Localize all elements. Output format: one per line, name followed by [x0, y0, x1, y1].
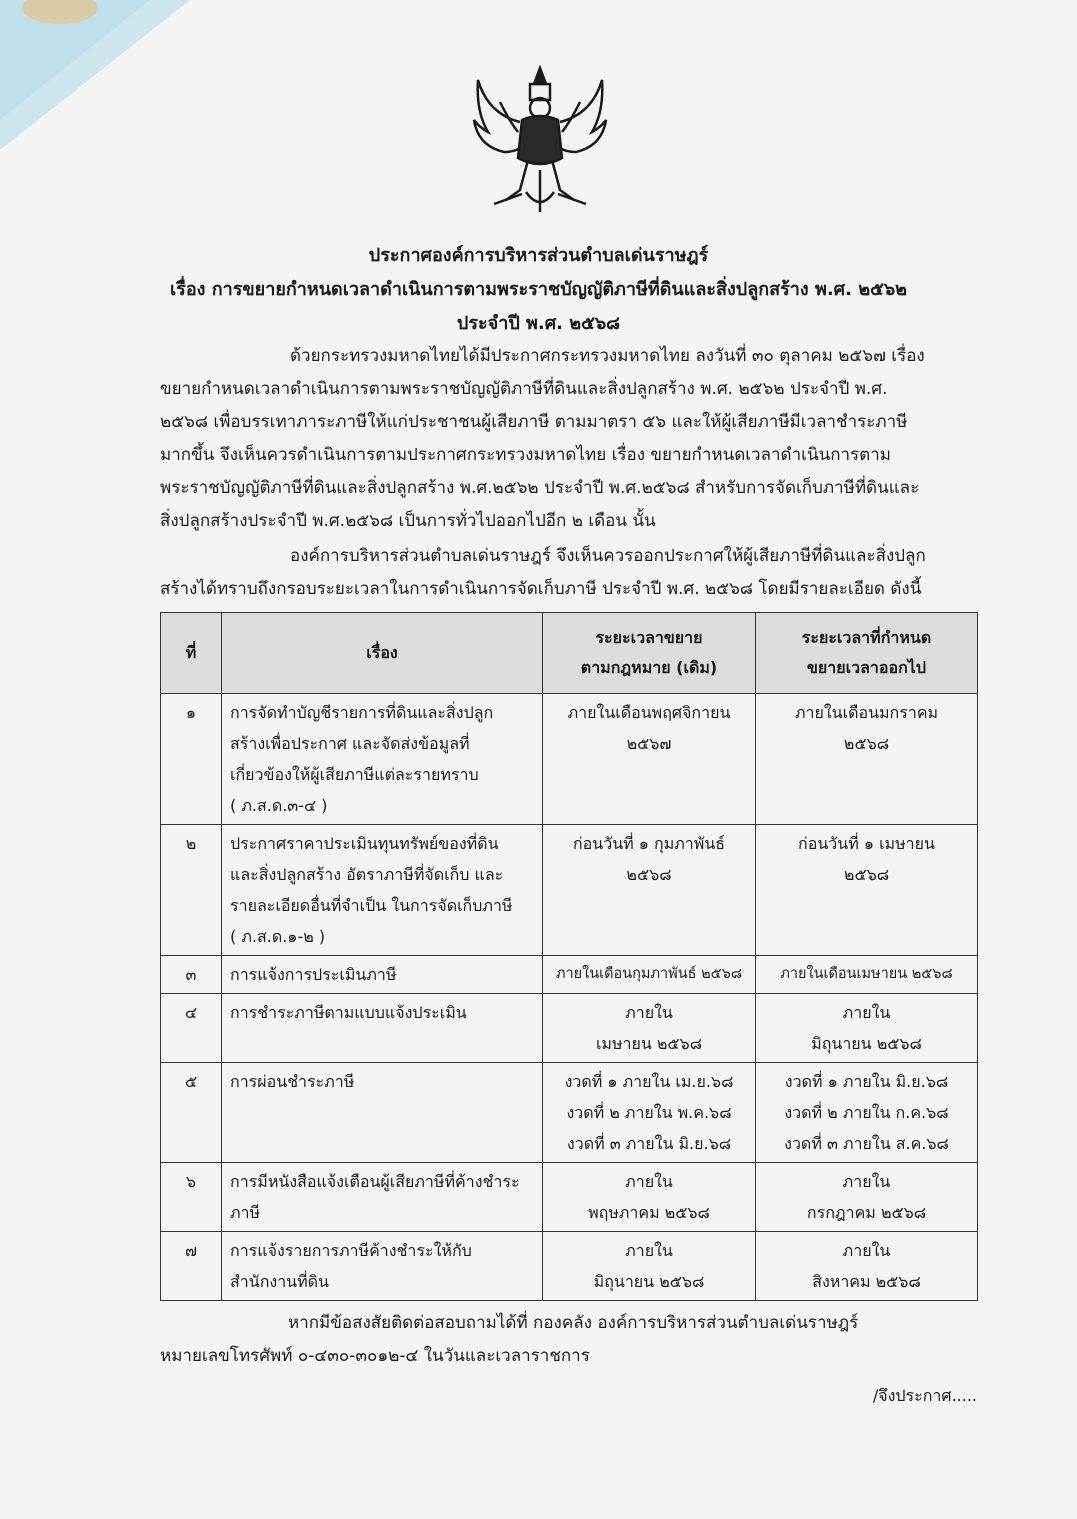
period-line: ภายในเดือนกุมภาพันธ์ ๒๕๖๘	[555, 966, 743, 982]
contact-paragraph	[160, 1307, 978, 1373]
schedule-table	[160, 612, 978, 1301]
header-no: ที่	[161, 613, 222, 694]
row-original-period	[543, 956, 756, 994]
announcement-year: ประจำปี พ.ศ. ๒๕๖๘	[456, 313, 621, 334]
header-extended-line: ระยะเวลาที่กำหนด	[801, 628, 932, 647]
row-subject	[222, 694, 543, 825]
row-number: ๗	[161, 1232, 222, 1301]
header-original-line: ระยะเวลาขยาย	[595, 628, 703, 647]
row-original-period	[543, 994, 756, 1063]
row-extended-period	[756, 994, 978, 1063]
period-line: งวดที่ ๒ ภายใน พ.ค.๖๘	[566, 1103, 732, 1122]
row-extended-period	[756, 694, 978, 825]
period-line: มิถุนายน ๒๕๖๘	[593, 1272, 705, 1291]
subject-line: การชำระภาษีตามแบบแจ้งประเมิน	[230, 1003, 467, 1022]
period-line: กรกฎาคม ๒๕๖๘	[806, 1203, 927, 1222]
row-subject	[222, 825, 543, 956]
row-number: ๑	[161, 694, 222, 825]
table-row	[161, 1163, 978, 1232]
body-paragraph-2	[160, 540, 978, 606]
table-row	[161, 994, 978, 1063]
period-line: ภายในเดือนมกราคม	[794, 703, 939, 722]
row-extended-period	[756, 1063, 978, 1163]
subject-line: การแจ้งรายการภาษีค้างชำระให้กับ	[230, 1241, 472, 1260]
header-subject: เรื่อง	[222, 613, 543, 694]
row-subject	[222, 994, 543, 1063]
period-line: ๒๕๖๘	[626, 865, 672, 884]
subject-line: การผ่อนชำระภาษี	[230, 1072, 355, 1091]
paragraph-line: ด้วยกระทรวงมหาดไทยได้มีประกาศกระทรวงมหาดไทย ลงวันที่ ๓๐ ตุลาคม ๒๕๖๗ เรื่อง	[290, 346, 925, 366]
contact-line: หากมีข้อสงสัยติดต่อสอบถามได้ที่ กองคลัง องค์การบริหารส่วนตำบลเด่นราษฎร์	[288, 1313, 859, 1333]
period-line: งวดที่ ๒ ภายใน ก.ค.๖๘	[784, 1103, 949, 1122]
body-paragraph-1	[160, 340, 978, 538]
subject-line: รายละเอียดอื่นที่จำเป็น ในการจัดเก็บภาษี	[230, 896, 513, 915]
table-header-row	[161, 613, 978, 694]
subject-line: ( ภ.ส.ด.๓-๔ )	[230, 796, 328, 815]
period-line: ภายในเดือนพฤศจิกายน	[567, 703, 731, 722]
paragraph-line: ขยายกำหนดเวลาดำเนินการตามพระราชบัญญัติภาษีที่ดินและสิ่งปลูกสร้าง พ.ศ. ๒๕๖๒ ประจำปี พ.ศ.	[160, 379, 888, 399]
period-line: ๒๕๖๘	[843, 734, 890, 753]
row-extended-period	[756, 956, 978, 994]
row-subject	[222, 1063, 543, 1163]
paper-corner-flap	[0, 0, 190, 150]
period-line: งวดที่ ๑ ภายใน มิ.ย.๖๘	[784, 1072, 949, 1091]
header-original-line: ตามกฎหมาย (เดิม)	[580, 658, 718, 677]
subject-line: ประกาศราคาประเมินทุนทรัพย์ของที่ดิน	[230, 834, 499, 853]
period-line: สิงหาคม ๒๕๖๘	[812, 1272, 921, 1291]
row-original-period	[543, 1232, 756, 1301]
period-line: ๒๕๖๗	[626, 734, 672, 753]
period-line: ภายใน	[625, 1172, 673, 1191]
period-line: ก่อนวันที่ ๑ กุมภาพันธ์	[572, 834, 726, 853]
header-extended-line: ขยายเวลาออกไป	[806, 658, 927, 677]
row-subject	[222, 1163, 543, 1232]
period-line: ภายใน	[842, 1003, 891, 1022]
paragraph-line: สร้างได้ทราบถึงกรอบระยะเวลาในการดำเนินการจัดเก็บภาษี ประจำปี พ.ศ. ๒๕๖๘ โดยมีรายละเอียด ดังนี้	[160, 579, 922, 599]
period-line: ภายใน	[842, 1172, 891, 1191]
period-line: ภายใน	[842, 1241, 891, 1260]
paragraph-line: สิ่งปลูกสร้างประจำปี พ.ศ.๒๕๖๘ เป็นการทั่วไปออกไปอีก ๒ เดือน นั้น	[160, 511, 656, 531]
table-row	[161, 956, 978, 994]
table-row	[161, 1063, 978, 1163]
row-subject	[222, 956, 543, 994]
row-number: ๔	[161, 994, 222, 1063]
announcement-org-title: ประกาศองค์การบริหารส่วนตำบลเด่นราษฎร์	[368, 245, 709, 266]
subject-line: สร้างเพื่อประกาศ และจัดส่งข้อมูลที่	[230, 734, 470, 753]
subject-line: และสิ่งปลูกสร้าง อัตราภาษีที่จัดเก็บ และ	[230, 865, 504, 884]
row-extended-period	[756, 1232, 978, 1301]
subject-line: การจัดทำบัญชีรายการที่ดินและสิ่งปลูก	[230, 703, 494, 722]
closing-text: /จึงประกาศ.....	[872, 1386, 977, 1405]
contact-line: หมายเลขโทรศัพท์ ๐-๔๓๐-๓๐๑๒-๔ ในวันและเวลาราชการ	[160, 1346, 590, 1366]
row-subject	[222, 1232, 543, 1301]
period-line: งวดที่ ๑ ภายใน เม.ย.๖๘	[564, 1072, 734, 1091]
row-extended-period	[756, 1163, 978, 1232]
paragraph-line: องค์การบริหารส่วนตำบลเด่นราษฎร์ จึงเห็นควรออกประกาศให้ผู้เสียภาษีที่ดินและสิ่งปลูก	[290, 546, 926, 566]
period-line: มิถุนายน ๒๕๖๘	[811, 1034, 922, 1053]
table-row	[161, 694, 978, 825]
row-original-period	[543, 825, 756, 956]
period-line: พฤษภาคม ๒๕๖๘	[588, 1203, 710, 1222]
period-line: ก่อนวันที่ ๑ เมษายน	[798, 834, 935, 853]
period-line: งวดที่ ๓ ภายใน มิ.ย.๖๘	[566, 1134, 732, 1153]
paragraph-line: ๒๕๖๘ เพื่อบรรเทาภาระภาษีให้แก่ประชาชนผู้เสียภาษี ตามมาตรา ๕๖ และให้ผู้เสียภาษีมีเวลาชำระภาษี	[160, 412, 908, 432]
subject-line: ( ภ.ส.ด.๑-๒ )	[230, 927, 326, 946]
subject-line: การแจ้งการประเมินภาษี	[230, 965, 397, 984]
subject-line: ภาษี	[230, 1203, 261, 1222]
row-original-period	[543, 694, 756, 825]
paragraph-line: มากขึ้น จึงเห็นควรดำเนินการตามประกาศกระทรวงมหาดไทย เรื่อง ขยายกำหนดเวลาดำเนินการตาม	[160, 445, 891, 465]
row-original-period	[543, 1063, 756, 1163]
row-extended-period	[756, 825, 978, 956]
period-line: ๒๕๖๘	[843, 865, 890, 884]
period-line: ภายใน	[625, 1241, 673, 1260]
row-original-period	[543, 1163, 756, 1232]
row-number: ๕	[161, 1063, 222, 1163]
subject-line: เกี่ยวข้องให้ผู้เสียภาษีแต่ละรายทราบ	[230, 765, 479, 784]
table-row	[161, 825, 978, 956]
garuda-emblem-icon	[470, 62, 610, 220]
table-row	[161, 1232, 978, 1301]
period-line: งวดที่ ๓ ภายใน ส.ค.๖๘	[784, 1134, 949, 1153]
row-number: ๓	[161, 956, 222, 994]
subject-line: การมีหนังสือแจ้งเตือนผู้เสียภาษีที่ค้างชำระ	[230, 1172, 520, 1191]
announcement-subject: เรื่อง การขยายกำหนดเวลาดำเนินการตามพระราชบัญญัติภาษีที่ดินและสิ่งปลูกสร้าง พ.ศ. ๒๕๖๒	[170, 279, 907, 300]
subject-line: สำนักงานที่ดิน	[230, 1272, 329, 1291]
row-number: ๒	[161, 825, 222, 956]
header-extended-period	[756, 613, 978, 694]
row-number: ๖	[161, 1163, 222, 1232]
paragraph-line: พระราชบัญญัติภาษีที่ดินและสิ่งปลูกสร้าง พ.ศ.๒๕๖๒ ประจำปี พ.ศ.๒๕๖๘ สำหรับการจัดเก็บภาษีที่ดินและ	[160, 478, 920, 498]
period-line: ภายในเดือนเมษายน ๒๕๖๘	[780, 966, 953, 982]
header-original-period	[543, 613, 756, 694]
period-line: เมษายน ๒๕๖๘	[595, 1034, 703, 1053]
period-line: ภายใน	[625, 1003, 673, 1022]
